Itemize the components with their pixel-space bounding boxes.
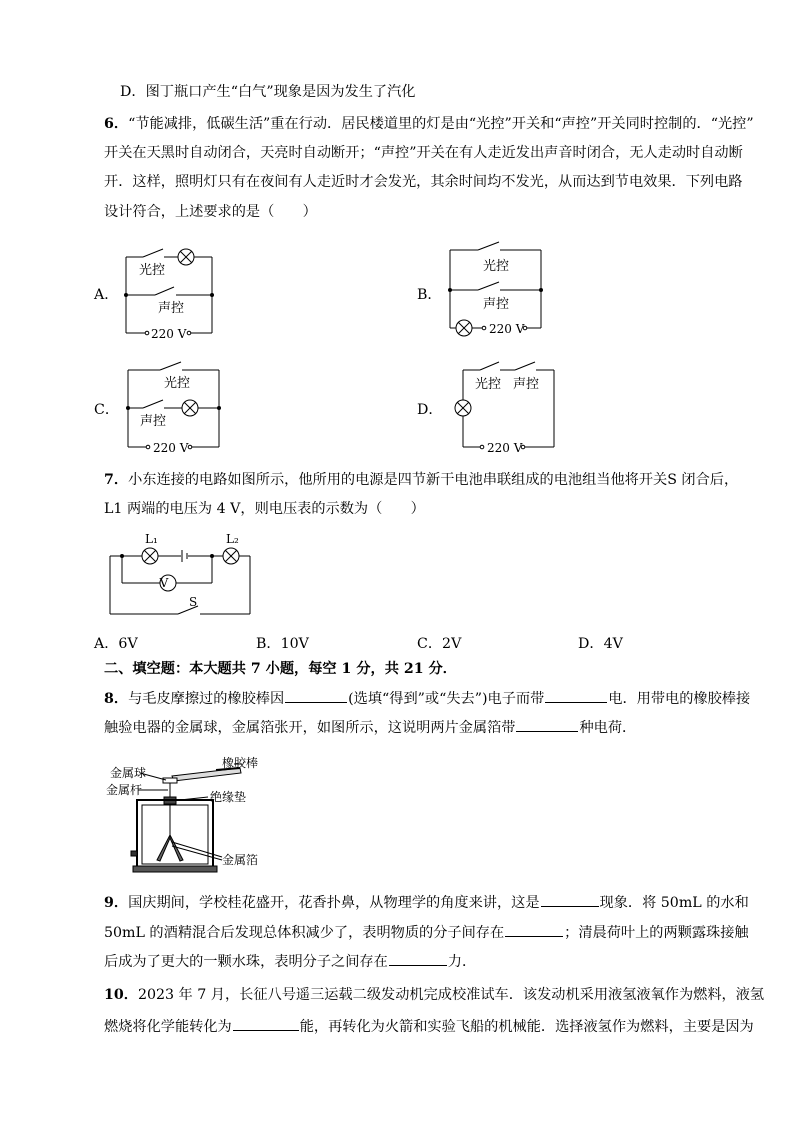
q6-option-c-label: C． bbox=[94, 402, 120, 418]
q7-voltmeter-label: V bbox=[159, 576, 169, 590]
circuit-c-sound-label: 声控 bbox=[140, 414, 167, 429]
q6-number: 6． bbox=[104, 116, 129, 132]
circuit-a-light-label: 光控 bbox=[139, 263, 166, 278]
q6-option-d-label: D． bbox=[417, 402, 443, 418]
q10-line-2 bbox=[104, 1016, 754, 1037]
electroscope-rod-label: 金属杆 bbox=[106, 783, 143, 797]
circuit-d-sound-label: 声控 bbox=[513, 377, 540, 392]
q9-blank-3[interactable] bbox=[389, 951, 447, 966]
q6-option-b-label: B． bbox=[417, 287, 442, 303]
q7-option-b: B．10V bbox=[256, 636, 309, 652]
q7-option-c: C．2V bbox=[417, 636, 462, 652]
q6-line-4: 设计符合，上述要求的是（ ） bbox=[104, 204, 317, 220]
electroscope-rubber-label: 橡胶棒 bbox=[222, 756, 259, 770]
circuit-c-voltage-label: 220 V bbox=[153, 441, 189, 455]
q8-text-1a: 与毛皮摩擦过的橡胶棒因 bbox=[128, 691, 285, 707]
circuit-a-sound-label: 声控 bbox=[158, 301, 185, 316]
q8-number: 8． bbox=[104, 691, 129, 707]
q9-text-2a: 50mL 的酒精混合后发现总体积减少了，表明物质的分子间存在 bbox=[104, 925, 505, 941]
q8-text-2a: 触验电器的金属球，金属箔张开，如图所示，这说明两片金属箔带 bbox=[104, 720, 516, 736]
circuit-b-voltage-label: 220 V bbox=[489, 322, 525, 336]
q7-text-1: 小东连接的电路如图所示，他所用的电源是四节新干电池串联组成的电池组当他将开关S 闭合后， bbox=[128, 472, 739, 488]
q9-text-1a: 国庆期间，学校桂花盛开，花香扑鼻，从物理学的角度来讲，这是 bbox=[128, 895, 540, 911]
q7-l1-label: L₁ bbox=[145, 532, 158, 546]
q7-number: 7． bbox=[104, 472, 129, 488]
q9-line-1 bbox=[104, 892, 749, 913]
circuit-b-sound-label: 声控 bbox=[483, 297, 510, 312]
q7-option-d: D．4V bbox=[578, 636, 623, 652]
q10-line-1 bbox=[104, 985, 764, 1005]
electroscope-pad-label: 绝缘垫 bbox=[210, 790, 247, 804]
electroscope-foil-label: 金属箔 bbox=[222, 853, 259, 867]
q7-line-2: L1 两端的电压为 4 V，则电压表的示数为（ ） bbox=[104, 501, 425, 517]
q10-text-2a: 燃烧将化学能转化为 bbox=[104, 1019, 232, 1035]
q10-text-2b: 能，再转化为火箭和实验飞船的机械能．选择液氢作为燃料，主要是因为 bbox=[299, 1019, 754, 1035]
circuit-d-voltage-label: 220 V bbox=[487, 441, 523, 455]
circuit-d-light-label: 光控 bbox=[475, 377, 502, 392]
q9-line-3 bbox=[104, 951, 476, 972]
q6-option-a-label: A． bbox=[94, 287, 119, 303]
q6-line-3: 开．这样，照明灯只有在夜间有人走近时才会发光，其余时间均不发光，从而达到节电效果．下列电路 bbox=[104, 174, 743, 190]
q8-text-1b: (选填“得到”或“失去”)电子而带 bbox=[348, 691, 545, 707]
q9-text-1b: 现象．将 50mL 的水和 bbox=[599, 895, 749, 911]
q9-line-2 bbox=[104, 922, 749, 943]
q9-number: 9． bbox=[104, 895, 129, 911]
q7-option-a: A．6V bbox=[94, 636, 138, 652]
section-2-heading: 二、填空题：本大题共 7 小题，每空 1 分，共 21 分． bbox=[104, 661, 457, 677]
q10-number: 10． bbox=[104, 987, 138, 1003]
q9-text-3b: 力． bbox=[447, 954, 477, 970]
q10-blank-1[interactable] bbox=[233, 1016, 299, 1031]
q7-l2-label: L₂ bbox=[226, 532, 239, 546]
q6-line-2: 开关在天黑时自动闭合，天亮时自动断开；“声控”开关在有人走近发出声音时闭合，无人走动时自动断 bbox=[104, 145, 743, 161]
q5-option-d: D．图丁瓶口产生“白气”现象是因为发生了汽化 bbox=[120, 84, 416, 100]
electroscope-ball-label: 金属球 bbox=[110, 766, 147, 780]
q9-blank-2[interactable] bbox=[505, 922, 563, 937]
q8-text-2b: 种电荷． bbox=[579, 720, 637, 736]
circuit-b-light-label: 光控 bbox=[483, 259, 510, 274]
q9-text-3a: 后成为了更大的一颗水珠，表明分子之间存在 bbox=[104, 954, 388, 970]
q9-blank-1[interactable] bbox=[541, 892, 599, 907]
circuit-c-light-label: 光控 bbox=[164, 376, 191, 391]
q8-text-1c: 电．用带电的橡胶棒接 bbox=[608, 691, 751, 707]
q6-text-1: “节能减排，低碳生活”重在行动．居民楼道里的灯是由“光控”开关和“声控”开关同时控制的．“光控” bbox=[128, 116, 754, 132]
circuit-a-voltage-label: 220 V bbox=[151, 327, 187, 341]
q9-text-2b: ；清晨荷叶上的两颗露珠接触 bbox=[564, 925, 749, 941]
q10-text-1: 2023 年 7 月，长征八号遥三运载二级发动机完成校准试车．该发动机采用液氢液氧作为燃料，液氢 bbox=[137, 987, 765, 1003]
q7-switch-label: S bbox=[189, 595, 198, 609]
